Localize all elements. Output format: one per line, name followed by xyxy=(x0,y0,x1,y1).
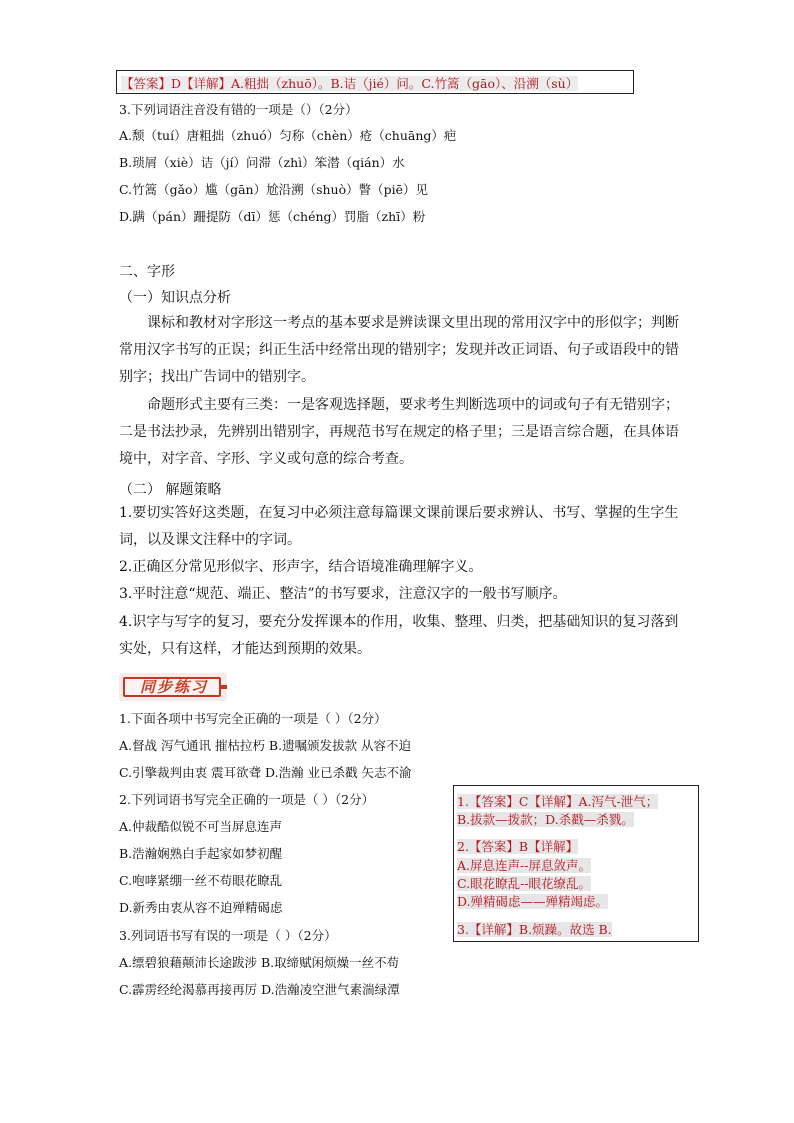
practice-banner xyxy=(119,673,227,701)
strategy-tip-3: 3.平时注意“规范、端正、整洁”的书写要求，注意汉字的一般书写顺序。 xyxy=(119,586,567,602)
answer-line: D.殚精碣虑——殚精竭虑。 xyxy=(457,894,609,909)
practice-q2-option-c: C.咆哮紧绷一丝不苟眼花瞭乱 xyxy=(119,873,283,888)
practice-answer-box xyxy=(453,785,699,942)
q3-option-d: D.蹒（pán）跚提防（dī）惩（chéng）罚脂（zhī）粉 xyxy=(119,209,426,224)
practice-q2-option-b: B.浩瀚娴熟白手起家如梦初醒 xyxy=(119,846,283,861)
q3-option-b: B.琐屑（xiè）诘（jí）问滞（zhì）笨潜（qián）水 xyxy=(119,155,405,170)
strategy-tip-1: 1.要切实答好这类题，在复习中必须注意每篇课文课前课后要求辨认、书写、掌握的生字生词，以及课文注释中的字词。 xyxy=(119,505,679,548)
section-title: 二、字形 xyxy=(119,264,175,280)
practice-q3-stem: 3.列词语书写有误的一项是（ ）（2分） xyxy=(119,928,337,943)
strategy-tip-4: 4.识字与写字的复习，要充分发挥课本的作用，收集、整理、归类，把基础知识的复习落到实处，只有这样，才能达到预期的效果。 xyxy=(119,614,679,657)
answer-tag: 【答案】D【详解】 xyxy=(121,76,232,91)
practice-q1-stem: 1.下面各项中书写完全正确的一项是（ ）（2分） xyxy=(119,711,387,726)
practice-q1-line-2: C.引擎裁判由衷 震耳欲聋 D.浩瀚 业已杀戳 矢志不渝 xyxy=(119,765,412,780)
subsection-strategy: （二） 解题策略 xyxy=(119,482,222,498)
practice-q2-option-a: A.仲裁酷似锐不可当屏息连声 xyxy=(119,819,283,834)
practice-q3-line-2: C.霹雳经纶渴慕再接再厉 D.浩瀚凌空泄气素湍绿潭 xyxy=(119,982,400,997)
answer-line: A.屏息连声--屏息敛声。 xyxy=(457,858,591,873)
q3-option-c: C.竹篙（gǎo）尴（gān）尬沿溯（shuò）瞥（piē）见 xyxy=(119,182,429,197)
answer-line: 3.【详解】B.烦躁。故选 B. xyxy=(457,922,612,937)
answer-line: B.拔款—拨款；D.杀戳—杀戮。 xyxy=(457,812,634,827)
answer-line: C.眼花瞭乱--眼花缭乱。 xyxy=(457,876,592,891)
top-answer-box xyxy=(116,70,634,94)
subsection-analysis: （一）知识点分析 xyxy=(119,290,231,306)
q3-pinyin-stem: 3.下列词语注音没有错的一项是（）（2分） xyxy=(119,102,358,117)
answer-text: A.粗拙（zhuō）。B.诘（jié）问。C.竹篙（gāo）、沿溯（sù） xyxy=(231,76,579,91)
strategy-tip-2: 2.正确区分常见形似字、形声字，结合语境准确理解字义。 xyxy=(119,559,483,575)
practice-q2-stem: 2.下列词语书写完全正确的一项是（ ）（2分） xyxy=(119,792,375,807)
practice-q2-option-d: D.新秀由衷从容不迫殚精碣虑 xyxy=(119,900,283,915)
q3-option-a: A.颓（tuí）唐粗拙（zhuó）匀称（chèn）疮（chuāng）疤 xyxy=(119,128,457,143)
analysis-paragraph-1: 课标和教材对字形这一考点的基本要求是辨读课文里出现的常用汉字中的形似字；判断常用汉字书写的正误；纠正生活中经常出现的错别字；发现并改正词语、句子或语段中的错别字；找出广告词中的错别字。 xyxy=(119,315,679,385)
practice-q1-line-1: A.督战 泻气通讯 摧枯拉朽 B.遗嘱颁发拔款 从容不迫 xyxy=(119,738,412,753)
answer-line: 1.【答案】C【详解】A.泻气-泄气； xyxy=(457,794,659,809)
answer-line: 2.【答案】B【详解】 xyxy=(457,839,579,854)
practice-banner-label: 同步练习 xyxy=(139,678,208,696)
analysis-paragraph-2: 命题形式主要有三类：一是客观选择题，要求考生判断选项中的词或句子有无错别字；二是书法抄录，先辨别出错别字，再规范书写在规定的格子里；三是语言综合题，在具体语境中，对字音、字形、字义或句意的综合考查。 xyxy=(119,397,679,467)
practice-q3-line-1: A.缥碧狼藉颠沛长途跋涉 B.取缔赋闲烦燥一丝不苟 xyxy=(119,955,400,970)
